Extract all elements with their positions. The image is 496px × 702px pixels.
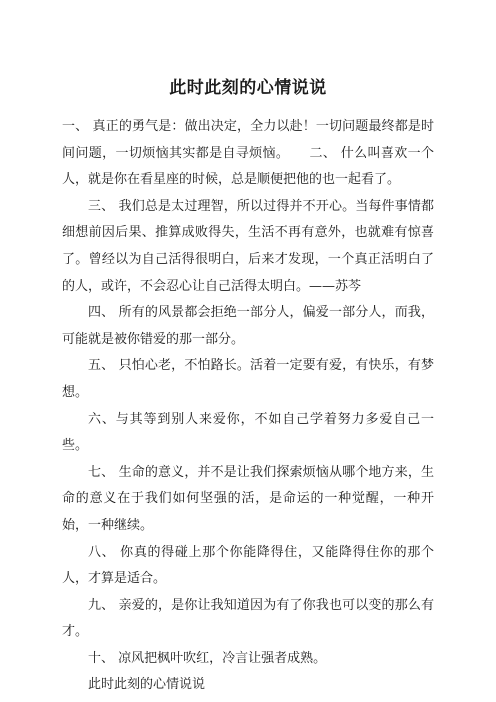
- paragraph-1-2: 一、 真正的勇气是：做出决定，全力以赴！一切问题最终都是时间问题，一切烦恼其实都是自寻烦恼。 二、 什么叫喜欢一个人，就是你在看星座的时候，总是顺便把他的也一起看了。: [62, 119, 434, 188]
- paragraph-10: 十、 凉风把枫叶吹红，冷言让强者成熟。: [88, 650, 327, 666]
- paragraph-9: 九、 亲爱的，是你让我知道因为有了你我也可以变的那么有才。: [62, 597, 434, 640]
- paragraph-7: 七、 生命的意义，并不是让我们探索烦恼从哪个地方来，生命的意义在于我们如何坚强的活，是命运的一种觉醒，一种开始，一种继续。: [62, 464, 434, 533]
- paragraph-4: 四、 所有的风景都会拒绝一部分人，偏爱一部分人，而我，可能就是被你错爱的那一部分。: [62, 305, 434, 347]
- paragraph-5: 五、 只怕心老，不怕路长。活着一定要有爱，有快乐，有梦想。: [62, 358, 434, 400]
- document-title: 此时此刻的心情说说: [169, 78, 327, 98]
- paragraph-8: 八、 你真的得碰上那个你能降得住，又能降得住你的那个人，才算是适合。: [62, 544, 434, 587]
- paragraph-6: 六、与其等到别人来爱你，不如自己学着努力多爱自己一些。: [62, 411, 434, 454]
- closing-line: 此时此刻的心情说说: [88, 677, 206, 693]
- paragraph-3: 三、 我们总是太过理智，所以过得并不开心。当每件事情都细想前因后果、推算成败得失，生活不再有意外，也就难有惊喜了。曾经以为自己活得很明白，后来才发现，一个真正活明白了的人，或许，不会忍心让自己活得太明白。——苏芩: [62, 198, 434, 294]
